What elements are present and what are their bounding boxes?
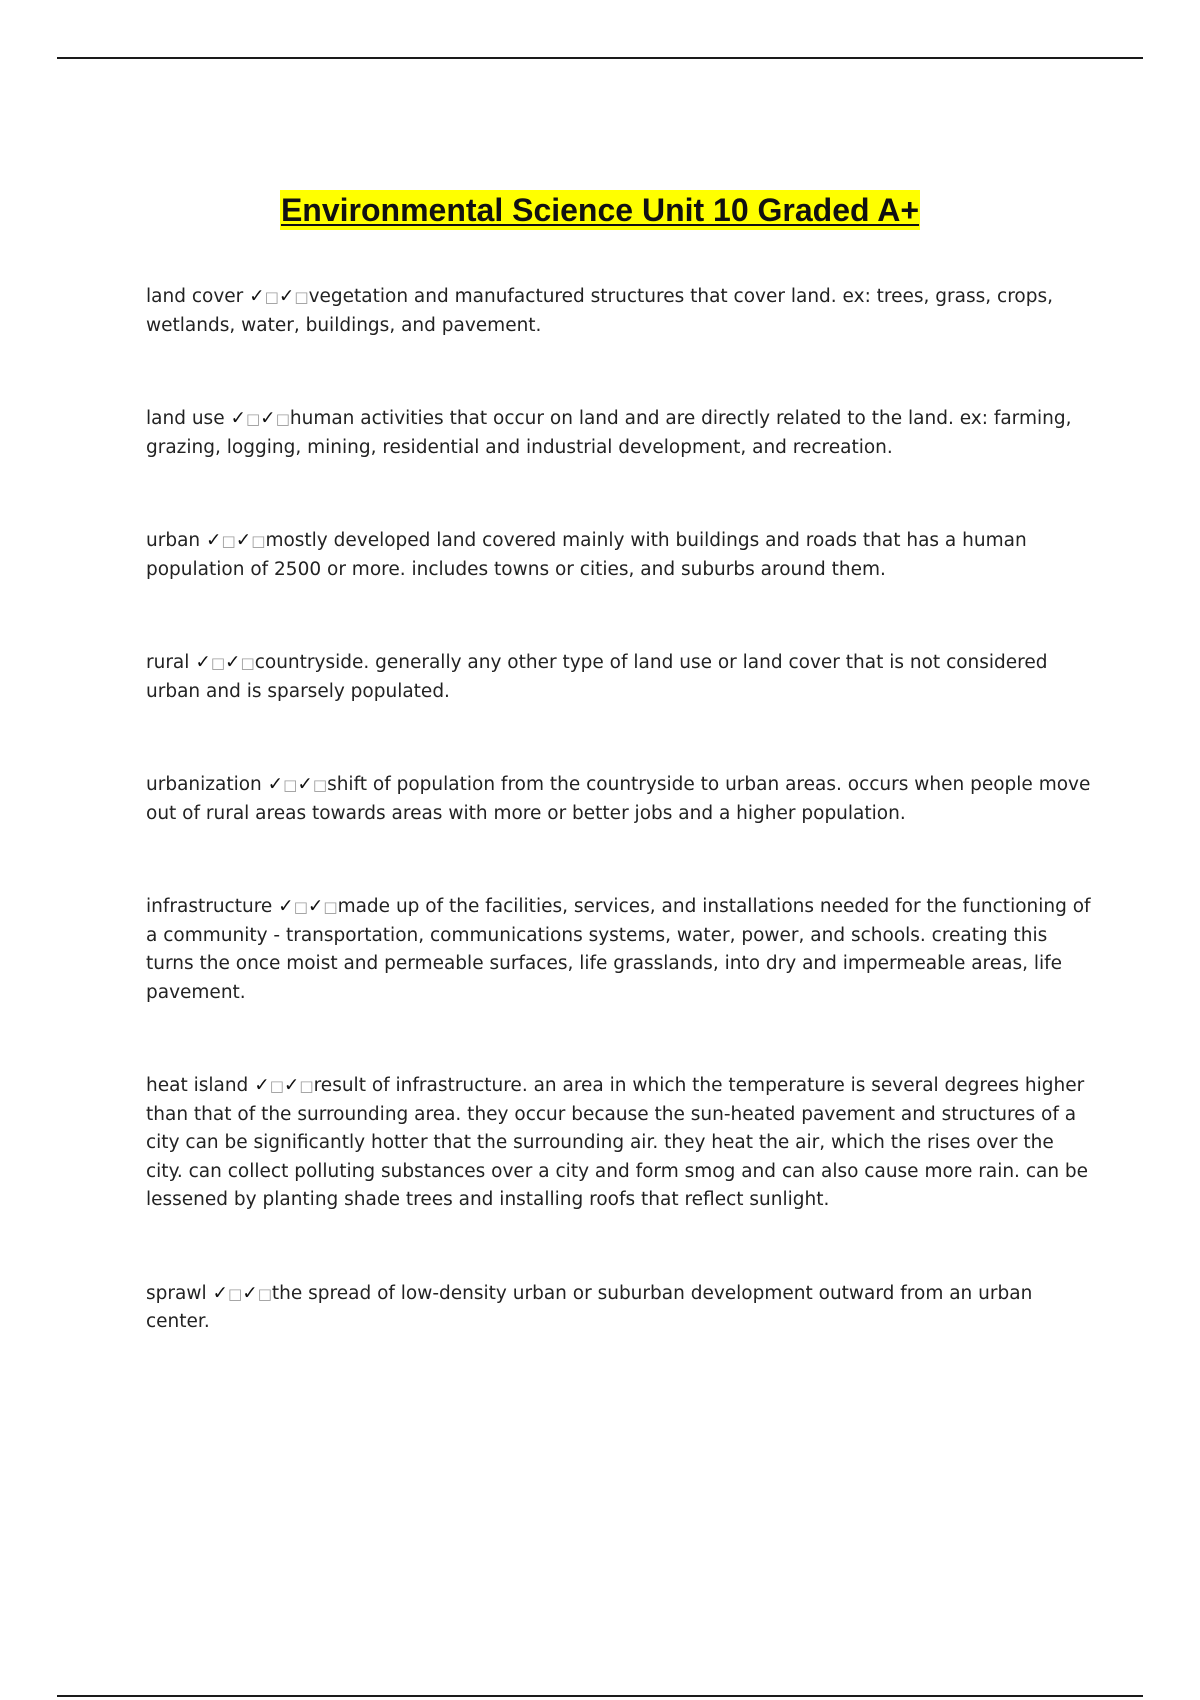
box-icon: □ — [264, 288, 279, 306]
check-icon: ✓ — [297, 774, 313, 795]
flashcard-entry — [146, 649, 1091, 706]
flashcard-entry — [146, 527, 1091, 584]
box-icon: □ — [251, 532, 266, 550]
check-separator — [213, 1283, 272, 1304]
check-icon: ✓ — [195, 652, 211, 673]
entry-definition: vegetation and manufactured structures that cover land. ex: trees, grass, crops, wetlands, water, buildings, and pavement. — [146, 286, 1053, 336]
box-icon: □ — [221, 532, 236, 550]
box-icon: □ — [240, 654, 255, 672]
entry-term: land use — [146, 408, 225, 429]
check-icon: ✓ — [235, 530, 252, 551]
entry-term: rural — [146, 652, 190, 673]
document-title: Environmental Science Unit 10 Graded A+ — [280, 192, 920, 228]
title-container — [0, 190, 1200, 230]
box-icon: □ — [245, 410, 261, 428]
check-icon: ✓ — [283, 1075, 300, 1096]
flashcard-list — [146, 283, 1091, 1337]
check-icon: ✓ — [260, 408, 276, 429]
flashcard-entry — [146, 771, 1091, 828]
check-icon: ✓ — [225, 652, 241, 673]
entry-definition: the spread of low-density urban or suburban development outward from an urban center. — [146, 1282, 1033, 1332]
entry-definition: countryside. generally any other type of land use or land cover that is not considered urban and is sparsely populated. — [146, 652, 1048, 702]
check-icon: ✓ — [254, 1075, 270, 1096]
check-separator — [254, 1075, 313, 1096]
box-icon: □ — [299, 1077, 314, 1095]
box-icon: □ — [294, 288, 309, 306]
check-separator — [230, 408, 289, 429]
box-icon: □ — [323, 898, 338, 916]
check-separator — [268, 774, 327, 795]
entry-term: heat island — [146, 1075, 249, 1096]
footer-rule — [57, 1695, 1143, 1697]
check-icon: ✓ — [206, 530, 222, 551]
entry-term: urbanization — [146, 774, 262, 795]
flashcard-entry — [146, 893, 1091, 1007]
box-icon: □ — [312, 776, 328, 794]
check-icon: ✓ — [307, 896, 324, 917]
entry-term: land cover — [146, 286, 244, 307]
flashcard-entry — [146, 1280, 1091, 1337]
box-icon: □ — [283, 776, 298, 794]
check-separator — [206, 530, 265, 551]
check-separator — [278, 896, 337, 917]
check-icon: ✓ — [242, 1282, 258, 1304]
box-icon: □ — [269, 1077, 284, 1095]
box-icon: □ — [210, 654, 226, 672]
entry-term: urban — [146, 530, 201, 551]
check-icon: ✓ — [230, 408, 246, 429]
entry-definition: mostly developed land covered mainly with buildings and roads that has a human population of 2500 or more. includes towns or cities, and suburbs around them. — [146, 530, 1027, 580]
entry-term: infrastructure — [146, 896, 273, 917]
box-icon: □ — [275, 410, 290, 428]
entry-definition: result of infrastructure. an area in which the temperature is several degrees higher than that of the surrounding area. they occur because the sun-heated pavement and structures of a city can be significantly hotter that the surrounding air. they heat the air, which the rises over the city. can collect polluting substances over a city and form smog and can also cause more rain. can be lessened by planting shade trees and installing roofs that reflect sunlight. — [146, 1075, 1089, 1210]
flashcard-entry — [146, 405, 1091, 462]
box-icon: □ — [293, 898, 308, 916]
entry-definition: made up of the facilities, services, and installations needed for the functioning of a community - transportation, communications systems, water, power, and schools. creating this turns the once moist and permeable surfaces, life grasslands, into dry and impermeable areas, life pavement. — [146, 896, 1091, 1003]
check-icon: ✓ — [212, 1282, 229, 1304]
entry-definition: shift of population from the countryside to urban areas. occurs when people move out of rural areas towards areas with more or better jobs and a higher population. — [146, 774, 1091, 824]
flashcard-entry — [146, 283, 1091, 340]
check-icon: ✓ — [278, 896, 294, 917]
flashcard-entry — [146, 1072, 1091, 1215]
check-separator — [195, 652, 254, 673]
header-rule — [57, 57, 1143, 59]
check-icon: ✓ — [267, 774, 284, 795]
check-icon: ✓ — [278, 286, 295, 307]
entry-term: sprawl — [146, 1282, 207, 1304]
box-icon: □ — [257, 1284, 272, 1303]
entry-definition: human activities that occur on land and are directly related to the land. ex: farming, grazing, logging, mining, residential and industrial development, and recreation. — [146, 408, 1072, 458]
box-icon: □ — [228, 1284, 243, 1303]
check-separator — [249, 286, 308, 307]
check-icon: ✓ — [249, 286, 265, 307]
